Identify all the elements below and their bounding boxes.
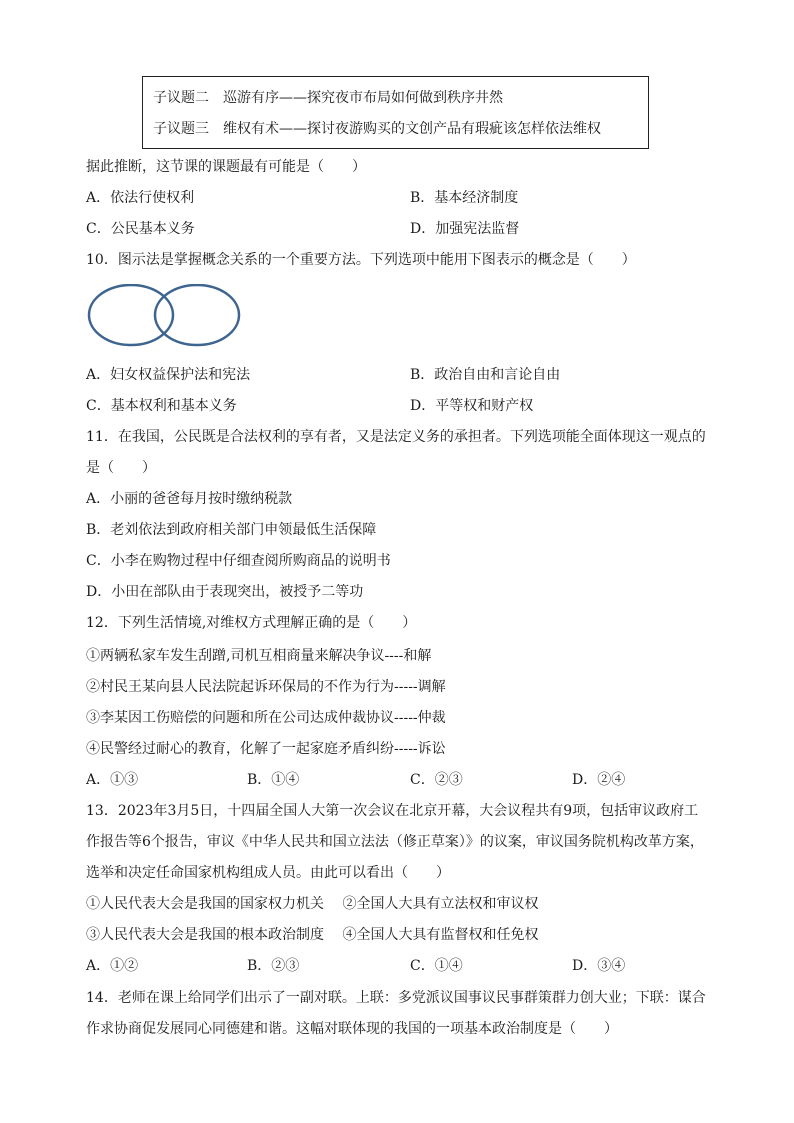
q14-stem-line2: 作求协商促发展同心同德建和谐。这幅对联体现的我国的一项基本政治制度是（ ） xyxy=(86,1021,618,1037)
q11-option-d: D．小田在部队由于表现突出，被授予二等功 xyxy=(86,584,364,600)
q9-stem: 据此推断，这节课的课题最有可能是（ ） xyxy=(86,159,366,175)
q10-stem: 10．图示法是掌握概念关系的一个重要方法。下列选项中能用下图表示的概念是（ ） xyxy=(86,252,636,268)
q12-option-d: D．②④ xyxy=(572,772,626,788)
q13-stem-line2: 作报告等6个报告，审议《中华人民共和国立法法（修正草案）》的议案，审议国务院机构改革方案， xyxy=(86,834,704,850)
venn-diagram xyxy=(86,284,246,352)
venn-right-circle xyxy=(155,285,239,345)
q12-item-1: ①两辆私家车发生刮蹭,司机互相商量来解决争议----和解 xyxy=(86,648,432,664)
q11-stem-line2: 是（ ） xyxy=(86,460,156,476)
q12-option-b: B．①④ xyxy=(247,772,300,788)
q13-items-line2: ③人民代表大会是我国的根本政治制度 ④全国人大具有监督权和任免权 xyxy=(86,927,539,943)
q9-option-c: C．公民基本义务 xyxy=(86,221,195,237)
q11-stem-line1: 11．在我国，公民既是合法权利的享有者，又是法定义务的承担者。下列选项能全面体现这一观点的 xyxy=(86,429,706,445)
q9-option-d: D．加强宪法监督 xyxy=(410,221,520,237)
subtopic-box xyxy=(142,76,649,149)
q13-option-a: A．①② xyxy=(86,958,139,974)
q13-items-line1: ①人民代表大会是我国的国家权力机关 ②全国人大具有立法权和审议权 xyxy=(86,896,539,912)
q10-option-d: D．平等权和财产权 xyxy=(410,398,534,414)
q9-option-b: B．基本经济制度 xyxy=(410,190,519,206)
q11-option-b: B．老刘依法到政府相关部门申领最低生活保障 xyxy=(86,522,377,538)
q13-option-d: D．③④ xyxy=(572,958,626,974)
q12-item-2: ②村民王某向县人民法院起诉环保局的不作为行为-----调解 xyxy=(86,679,446,695)
q12-option-c: C．②③ xyxy=(410,772,463,788)
q12-item-4: ④民警经过耐心的教育，化解了一起家庭矛盾纠纷-----诉讼 xyxy=(86,741,446,757)
q10-option-c: C．基本权利和基本义务 xyxy=(86,398,237,414)
q13-option-b: B．②③ xyxy=(247,958,300,974)
q10-option-a: A．妇女权益保护法和宪法 xyxy=(86,367,251,383)
q12-stem: 12．下列生活情境,对维权方式理解正确的是（ ） xyxy=(86,615,417,631)
q14-stem-line1: 14．老师在课上给同学们出示了一副对联。上联：多党派议国事议民事群策群力创大业；下联：谋合 xyxy=(86,990,706,1006)
q13-stem-line3: 选举和决定任命国家机构组成人员。由此可以看出（ ） xyxy=(86,865,450,881)
venn-left-circle xyxy=(89,285,173,345)
q12-option-a: A．①③ xyxy=(86,772,139,788)
subtopic-2: 子议题二 巡游有序——探究夜市布局如何做到秩序井然 xyxy=(153,90,503,106)
subtopic-3: 子议题三 维权有术——探讨夜游购买的文创产品有瑕疵该怎样依法维权 xyxy=(153,121,601,137)
q13-option-c: C．①④ xyxy=(410,958,463,974)
q11-option-a: A．小丽的爸爸每月按时缴纳税款 xyxy=(86,491,293,507)
q12-item-3: ③李某因工伤赔偿的问题和所在公司达成仲裁协议-----仲裁 xyxy=(86,710,446,726)
q13-stem-line1: 13．2023年3月5日，十四届全国人大第一次会议在北京开幕，大会议程共有9项，包括审议政府工 xyxy=(86,803,699,819)
q11-option-c: C．小李在购物过程中仔细查阅所购商品的说明书 xyxy=(86,553,391,569)
q9-option-a: A．依法行使权利 xyxy=(86,190,195,206)
q10-option-b: B．政治自由和言论自由 xyxy=(410,367,561,383)
